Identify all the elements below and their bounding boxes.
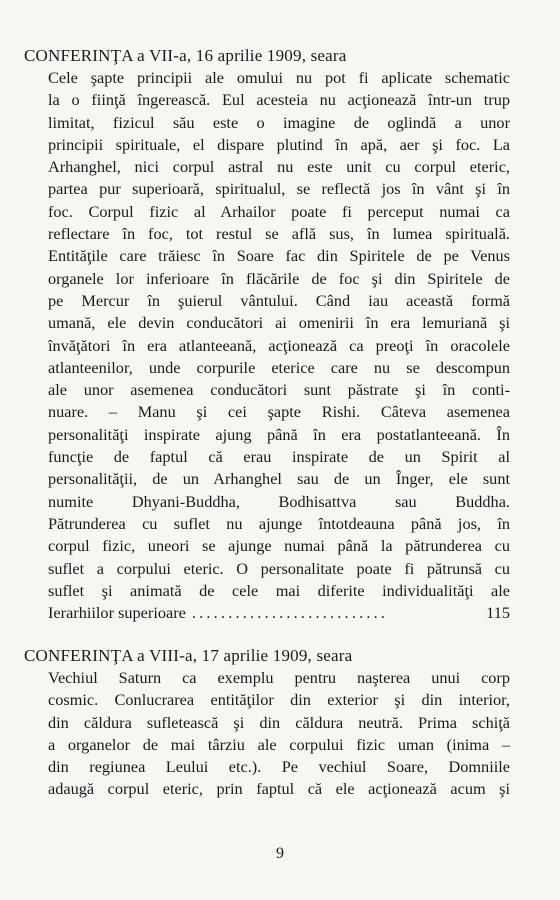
text-line: învăţători în era atlanteeană, acţionează ca preoţi în oracolele (48, 335, 510, 355)
text-line: a organelor de mai târziu ale corpului fizic uman (inima – (48, 734, 510, 754)
text-line: principii spirituale, el dispare plutind în apă, aer şi foc. La (48, 134, 510, 154)
text-line: din căldura sufletească şi din căldura neutră. Prima schiţă (48, 712, 510, 732)
text-line: Cele şapte principii ale omului nu pot fi aplicate schematic (48, 68, 510, 87)
lecture-heading-7-text: CONFERINŢA a VII-a, 16 aprilie 1909, seara (24, 46, 347, 65)
text-line: corpul fizic, uneori se ajunge numai până la pătrunderea cu (48, 536, 510, 556)
text-line: cosmic. Conlucrarea entităţilor din exterior şi din interior, (48, 690, 510, 710)
toc-leader-dots: ........................... (191, 603, 389, 622)
text-line: reflectare în foc, tot restul se află sus, în lumea spirituală. (48, 224, 510, 244)
text-line: adaugă corpul eteric, prin faptul că ele acţionează acum şi (48, 779, 510, 799)
text-line: umană, ele devin conducători ai omenirii în era lemuriană şi (48, 313, 510, 333)
text-line: din regiunea Leului etc.). Pe vechiul Soare, Domniile (48, 757, 510, 777)
text-line: pe Mercur în şuierul vântului. Când iau această formă (48, 290, 510, 310)
text-line: numite Dhyani-Buddha, Bodhisattva sau Buddha. (48, 491, 510, 511)
text-line: partea pur superioară, spiritualul, se reflectă jos în vânt şi în (48, 179, 510, 199)
lecture-summary-8 (48, 667, 510, 801)
text-line: foc. Corpul fizic al Arhailor poate fi perceput numai ca (48, 201, 510, 221)
text-line: Entităţile care trăiesc în Soare fac din Spiritele de pe Venus (48, 246, 510, 266)
text-line: suflet şi animată de cele mai diferite individualităţi ale (48, 580, 510, 600)
text-line: Vechiul Saturn ca exemplu pentru naşterea unui corp (48, 668, 510, 687)
text-line: funcţie de faptul că erau inspirate de un Spirit al (48, 447, 510, 467)
text-line: personalităţii, de un Arhanghel sau de un Înger, ele sunt (48, 469, 510, 489)
page-number: 9 (276, 845, 284, 862)
text-line: suflet a corpului eteric. O personalitate poate fi pătrunsă cu (48, 558, 510, 578)
text-line: atlanteenilor, unde corpurile eterice care nu se descompun (48, 357, 510, 377)
lecture-summary-7 (48, 67, 510, 602)
lecture-heading-7 (24, 46, 347, 66)
text-line: organele lor inferioare în flăcările de foc şi din Spiritele de (48, 268, 510, 288)
lecture-heading-8-text: CONFERINŢA a VIII-a, 17 aprilie 1909, seara (24, 646, 353, 665)
text-line: nuare. – Manu şi cei şapte Rishi. Câteva asemenea (48, 402, 510, 422)
text-line: Arhanghel, nici corpul astral nu este unit cu corpul eteric, (48, 157, 510, 177)
toc-entry-line (48, 602, 510, 624)
text-line: ale unor asemenea conducători sunt păstrate şi în conti- (48, 380, 510, 400)
lecture-heading-8 (24, 646, 352, 666)
text-line: personalităţi inspirate ajung până în era postatlanteeană. În (48, 424, 510, 444)
toc-page-reference: 115 (486, 603, 510, 622)
text-line: limitat, fizicul său este o imagine de oglindă a unor (48, 112, 510, 132)
text-line: la o fiinţă îngerească. Eul acesteia nu acţionează într-un trup (48, 90, 510, 110)
text-line: Pătrunderea cu suflet nu ajunge întotdeauna până jos, în (48, 513, 510, 533)
toc-entry-text: Ierarhiilor superioare (48, 603, 186, 622)
